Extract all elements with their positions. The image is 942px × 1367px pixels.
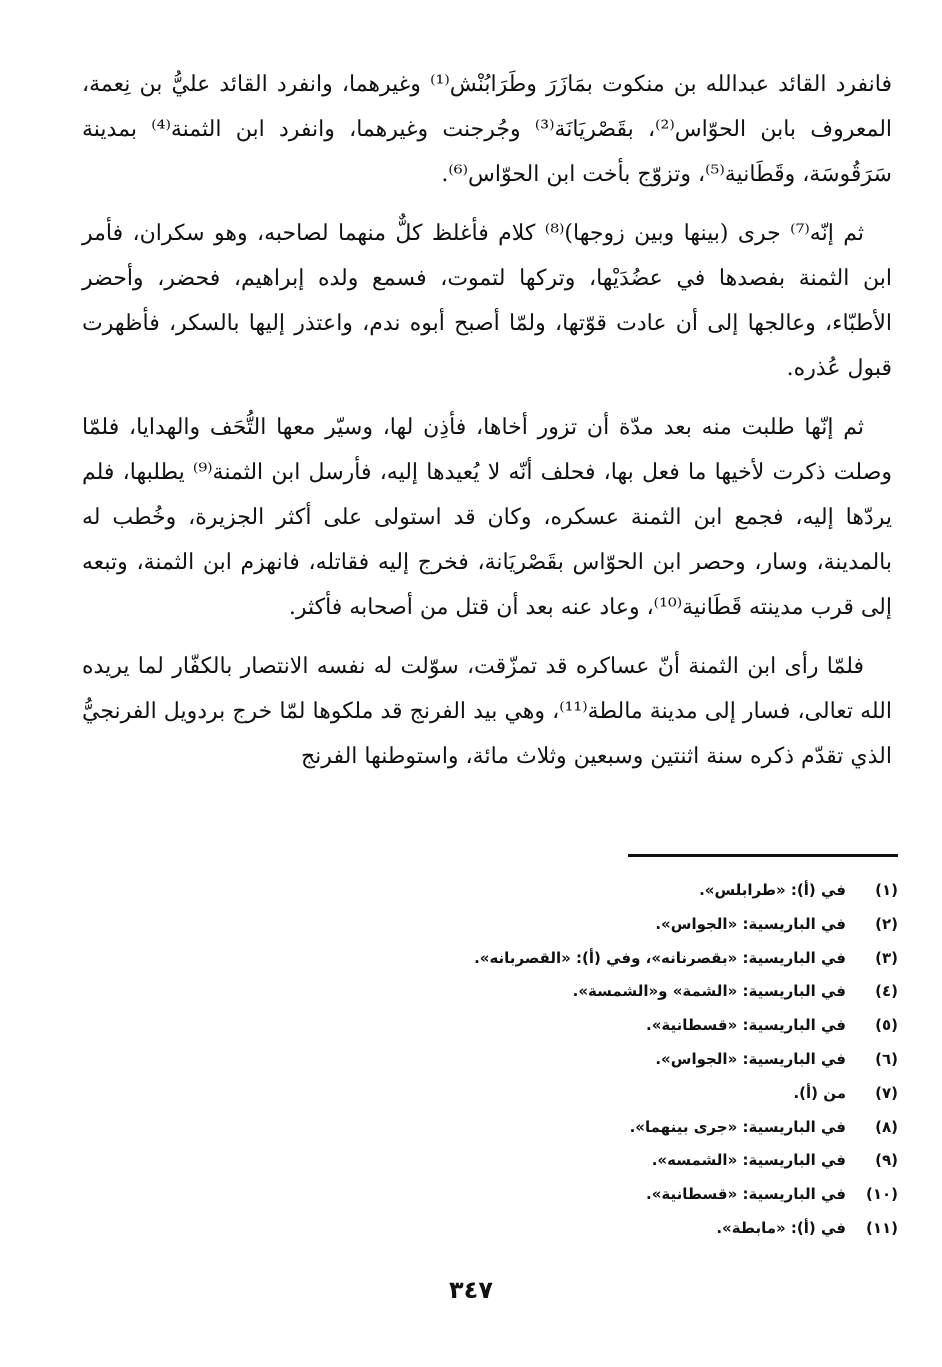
footnote-text: في الباريسية: «جرى بينهما». xyxy=(629,1117,846,1136)
footnote-number: (٩) xyxy=(875,1151,898,1170)
footnote xyxy=(338,874,898,908)
footnote-text: في الباريسية: «الشمسه». xyxy=(651,1151,846,1170)
footnote-number: (٤) xyxy=(875,982,898,1001)
footnote-separator xyxy=(628,854,898,857)
footnote xyxy=(338,1144,898,1178)
page-number: ٣٤٧ xyxy=(449,1276,493,1304)
paragraph: ثم إنّها طلبت منه بعد مدّة أن تزور أخاها، فأذِن لها، وسيّر معها التُّحَف والهدايا، فلمّا وصلت ذكرت لأخيها ما فعل بها، فحلف أنّه لا يُعيدها إليه، فأرسل ابن الثمنة⁽⁹⁾ يطلبها، فلم يردّها إليه، فجمع ابن الثمنة عسكره، وكان قد استولى على أكثر الجزيرة، وخُطب له بالمدينة، وسار، وحصر ابن الحوّاس بقَصْريَانة، فخرج إليه فقاتله، فانهزم ابن الثمنة، وتبعه إلى قرب مدينته قَطَانية⁽¹⁰⁾، وعاد عنه بعد أن قتل من أصحابه فأكثر. xyxy=(82,415,892,620)
footnote xyxy=(338,1111,898,1145)
footnote-text: في الباريسية: «قسطانية». xyxy=(646,1185,846,1204)
footnote-text: في الباريسية: «الجواس». xyxy=(655,914,846,933)
footnote-number: (٦) xyxy=(875,1049,898,1068)
footnote-text: من (أ). xyxy=(793,1083,846,1102)
footnote xyxy=(338,1178,898,1212)
footnote-number: (٨) xyxy=(875,1117,898,1136)
footnote-number: (٥) xyxy=(875,1016,898,1035)
footnote-number: (٧) xyxy=(875,1083,898,1102)
footnote xyxy=(338,908,898,942)
footnote xyxy=(338,1009,898,1043)
footnote xyxy=(338,1043,898,1077)
paragraph: ثم إنّه⁽⁷⁾ جرى (بينها وبين زوجها)⁽⁸⁾ كلام فأغلظ كلٌّ منهما لصاحبه، وهو سكران، فأمر ابن الثمنة بفصدها في عضُدَيْها، وتركها لتموت، فسمع ولده إبراهيم، فحضر، وأحضر الأطبّاء، وعالجها إلى أن عادت قوّتها، ولمّا أصبح أبوه ندم، واعتذر إليها بالسكر، فأظهرت قبول عُذره. xyxy=(82,221,892,381)
footnotes-list xyxy=(338,874,898,1246)
footnote-number: (٢) xyxy=(875,914,898,933)
footnote-number: (١١) xyxy=(865,1218,898,1237)
footnote-text: في الباريسية: «الجواس». xyxy=(655,1049,846,1068)
footnote-text: في (أ): «مابطة». xyxy=(716,1218,846,1237)
footnote-text: في الباريسية: «قسطانية». xyxy=(646,1016,846,1035)
footnote-text: في الباريسية: «بقصرنانه»، وفي (أ): «القصربانه». xyxy=(474,948,846,967)
footnote-text: في الباريسية: «الشمة» و«الشمسة». xyxy=(572,982,846,1001)
paragraph: فلمّا رأى ابن الثمنة أنّ عساكره قد تمزّقت، سوّلت له نفسه الانتصار بالكفّار لما يريده الله تعالى، فسار إلى مدينة مالطة⁽¹¹⁾، وهي بيد الفرنج قد ملكوها لمّا خرج بردويل الفرنجيُّ الذي تقدّم ذكره سنة اثنتين وسبعين وثلاث مائة، واستوطنها الفرنج xyxy=(82,654,892,769)
footnote xyxy=(338,975,898,1009)
footnote-number: (١) xyxy=(875,881,898,899)
paragraph: فانفرد القائد عبدالله بن منكوت بمَازَرَ وطَرَابُنْش⁽¹⁾ وغيرهما، وانفرد القائد عليُّ بن نِعمة، المعروف بابن الحوّاس⁽²⁾، بقَصْريَانَة⁽³⁾ وجُرجنت وغيرهما، وانفرد ابن الثمنة⁽⁴⁾ بمدينة سَرَقُوسَة، وقَطَانية⁽⁵⁾، وتزوّج بأخت ابن الحوّاس⁽⁶⁾. xyxy=(82,72,893,187)
main-text xyxy=(82,62,892,793)
footnote xyxy=(338,1212,898,1246)
footnote xyxy=(338,1077,898,1111)
footnote xyxy=(338,942,898,976)
footnote-number: (١٠) xyxy=(865,1185,898,1204)
footnote-number: (٣) xyxy=(875,948,898,967)
footnote-text: في (أ): «طرابلس». xyxy=(699,881,846,899)
